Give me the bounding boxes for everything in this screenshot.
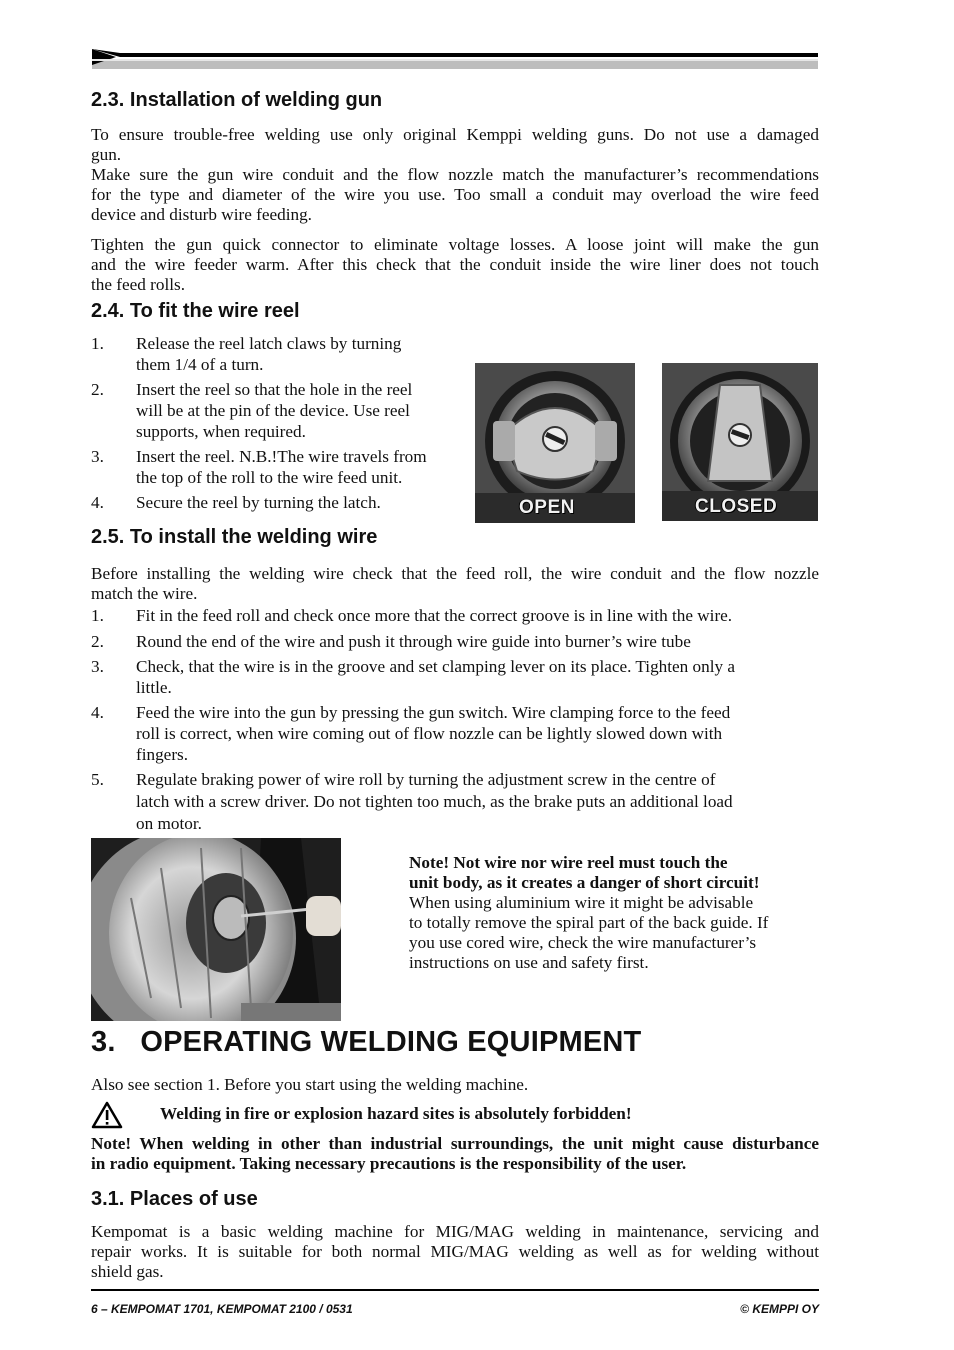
section-3-heading: 3. OPERATING WELDING EQUIPMENT	[91, 1026, 642, 1058]
wire-reel-photo	[91, 838, 341, 1021]
footer-left: 6 – KEMPOMAT 1701, KEMPOMAT 2100 / 0531	[91, 1302, 353, 1316]
header-bar	[90, 45, 820, 77]
warning-triangle-icon	[91, 1101, 123, 1129]
reel-latch-open-photo	[475, 363, 635, 523]
short-circuit-note: Note! Not wire nor wire reel must touch the unit body, as it creates a danger of short circuit! When using aluminium wire it might be advisable to totally remove the spiral part of the back guide. If you use cored wire, check the wire manufacturer’s instructions on use and safety first.	[409, 853, 769, 972]
radio-disturbance-note: Note! When welding in other than industrial surroundings, the unit might cause disturbance in radio equipment. Taking necessary precautions is the responsibility of the user.	[91, 1134, 819, 1173]
section-2-3-heading: 2.3. Installation of welding gun	[91, 89, 383, 111]
closed-label: CLOSED	[695, 496, 778, 517]
section-2-5-heading: 2.5. To install the welding wire	[91, 526, 378, 548]
fire-hazard-warning: Welding in fire or explosion hazard sites is absolutely forbidden!	[160, 1104, 632, 1123]
section-2-4-heading: 2.4. To fit the wire reel	[91, 300, 300, 322]
footer-right: © KEMPPI OY	[740, 1302, 819, 1316]
open-label: OPEN	[519, 497, 575, 518]
section-3-1-heading: 3.1. Places of use	[91, 1188, 258, 1210]
reel-latch-closed-photo	[662, 363, 818, 521]
section-3-1-paragraph: Kempomat is a basic welding machine for MIG/MAG welding in maintenance, servicing and repair works. It is suitable for both normal MIG/MAG welding as well as for welding without shield gas.	[91, 1222, 819, 1281]
section-2-5-intro: Before installing the welding wire check that the feed roll, the wire conduit and the flow nozzle match the wire.	[91, 564, 819, 603]
section-3-intro: Also see section 1. Before you start using the welding machine.	[91, 1075, 529, 1094]
footer-rule	[91, 1289, 819, 1291]
section-2-3-paragraph-2: Tighten the gun quick connector to eliminate voltage losses. A loose joint will make the gun and the wire feeder warm. After this check that the conduit inside the wire liner does not touch the feed rolls.	[91, 235, 819, 294]
section-2-3-paragraph-1: To ensure trouble-free welding use only original Kemppi welding guns. Do not use a damaged gun. Make sure the gun wire conduit and the flow nozzle match the manufacturer’s recommendations for the type and diameter of the wire you use. Too small a conduit may overload the wire feed device and disturb wire feeding.	[91, 125, 819, 224]
